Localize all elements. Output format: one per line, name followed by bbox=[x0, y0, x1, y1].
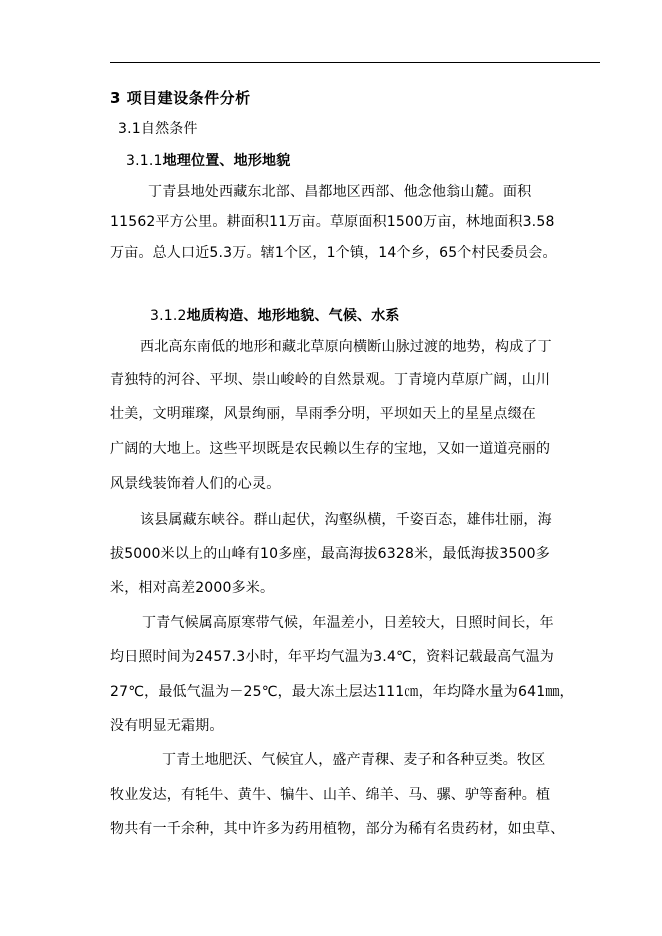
paragraph-line: 壮美，文明璀璨，风景绚丽，旱雨季分明，平坝如天上的星星点缀在 bbox=[110, 406, 536, 422]
paragraph-line: 牧业发达，有牦牛、黄牛、犏牛、山羊、绵羊、马、骡、驴等畜种。植 bbox=[110, 787, 551, 803]
paragraph-line: 米，相对高差2000多米。 bbox=[110, 580, 275, 596]
paragraph-line: 广阔的大地上。这些平坝既是农民赖以生存的宝地，又如一道道亮丽的 bbox=[110, 441, 551, 457]
sub2-number: 3.1.2 bbox=[150, 308, 187, 324]
paragraph-line: 拔5000米以上的山峰有10多座，最高海拔6328米，最低海拔3500多 bbox=[110, 546, 550, 562]
paragraph-line: 丁青土地肥沃、气候宜人，盛产青稞、麦子和各种豆类。牧区 bbox=[162, 752, 546, 768]
paragraph-line: 西北高东南低的地形和藏北草原向横断山脉过渡的地势，构成了丁 bbox=[140, 339, 552, 355]
paragraph-line: 没有明显无霜期。 bbox=[110, 718, 224, 734]
section-heading: 3 项目建设条件分析 bbox=[110, 89, 251, 107]
paragraph-line: 11562平方公里。耕面积11万亩。草原面积1500万亩，林地面积3.58 bbox=[110, 214, 555, 230]
paragraph-line: 万亩。总人口近5.3万。辖1个区，1个镇，14个乡，65个村民委员会。 bbox=[110, 245, 557, 261]
paragraph-line: 物共有一千余种，其中许多为药用植物，部分为稀有名贵药材，如虫草、 bbox=[110, 821, 565, 837]
paragraph-line: 该县属藏东峡谷。群山起伏，沟壑纵横，千姿百态，雄伟壮丽，海 bbox=[140, 512, 552, 528]
header-rule bbox=[110, 62, 600, 63]
paragraph-line: 丁青气候属高原寒带气候，年温差小，日差较大，日照时间长，年 bbox=[142, 615, 554, 631]
paragraph-line: 27℃，最低气温为－25℃，最大冻土层达111㎝，年均降水量为641㎜， bbox=[110, 684, 574, 700]
paragraph-line: 青独特的河谷、平坝、崇山峻岭的自然景观。丁青境内草原广阔，山川 bbox=[110, 372, 551, 388]
sub2-heading bbox=[150, 307, 400, 325]
subsection-heading: 3.1自然条件 bbox=[118, 121, 198, 137]
paragraph-line: 风景线装饰着人们的心灵。 bbox=[110, 476, 281, 492]
sub1-number: 3.1.1 bbox=[126, 153, 163, 169]
paragraph-line: 均日照时间为2457.3小时，年平均气温为3.4℃，资料记载最高气温为 bbox=[110, 649, 554, 665]
sub2-title: 地质构造、地形地貌、气候、水系 bbox=[186, 308, 400, 324]
sub1-title: 地理位置、地形地貌 bbox=[162, 153, 291, 169]
sub1-heading bbox=[126, 152, 290, 170]
paragraph-line: 丁青县地处西藏东北部、昌都地区西部、他念他翁山麓。面积 bbox=[148, 184, 532, 200]
